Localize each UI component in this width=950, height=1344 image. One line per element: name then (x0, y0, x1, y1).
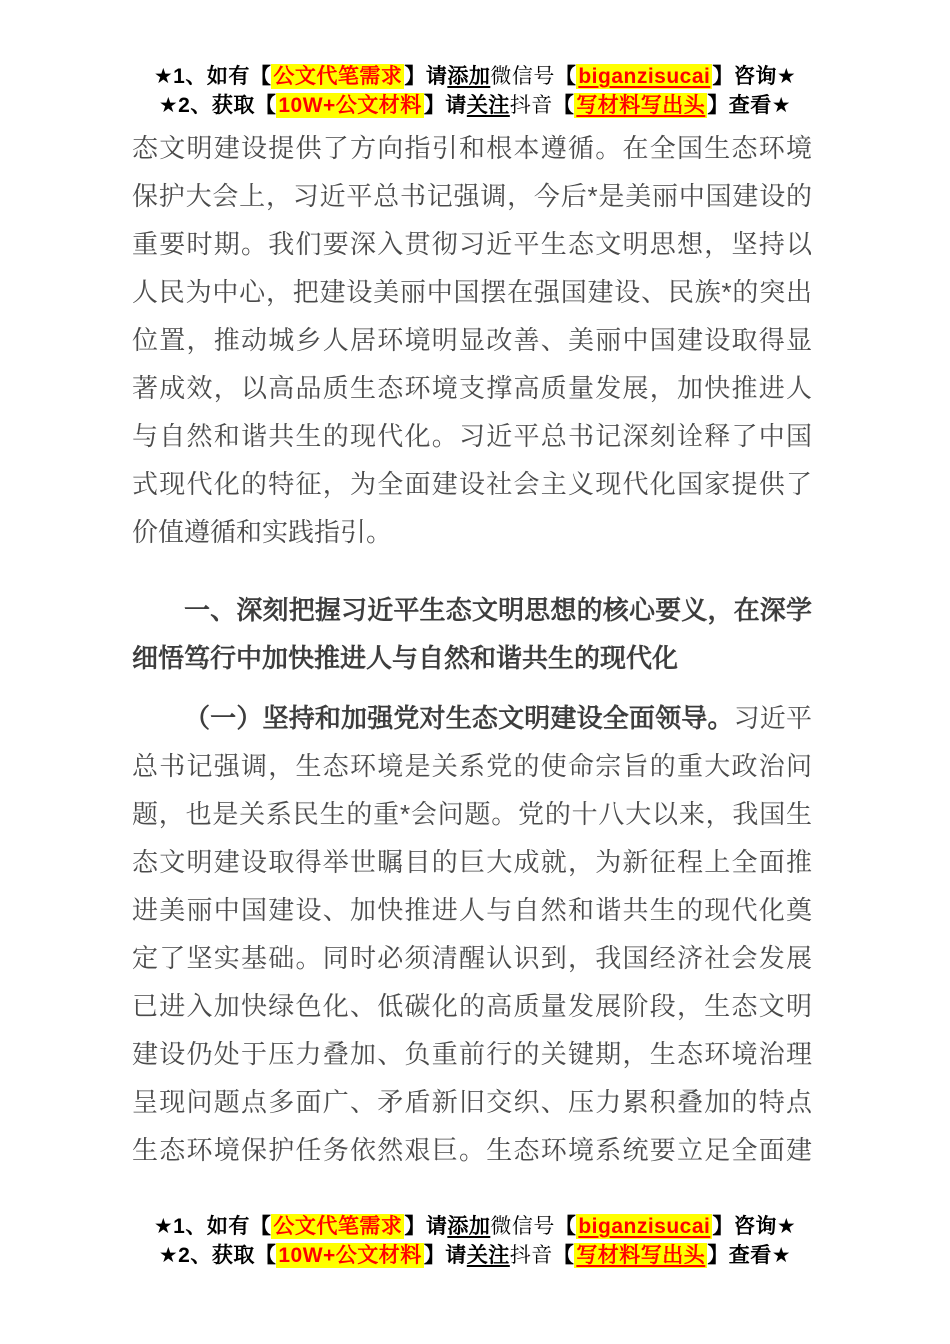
banner-underlined-text: 关注 (466, 1244, 510, 1267)
wechat-id-text: biganzisucai (578, 65, 711, 88)
banner-text: 】请 (404, 65, 448, 88)
body-line: 进美丽中国建设、加快推进人与自然和谐共生的现代化奠 (132, 895, 812, 925)
banner-highlight-text: 公文代笔需求 (273, 65, 403, 88)
banner-text: 】咨询★ (712, 1215, 797, 1238)
banner-text: ★2、获取【 (158, 1244, 277, 1267)
banner-highlight-text: 公文代笔需求 (273, 1215, 403, 1238)
banner-text: 抖音 (509, 1244, 553, 1267)
body-line: 价值遵循和实践指引。 (132, 517, 393, 547)
banner-text: 【 (554, 65, 577, 88)
banner-text: 【 (552, 1244, 575, 1267)
body-line: 已进入加快绿色化、低碳化的高质量发展阶段，生态文明 (132, 991, 812, 1021)
footer-banner-line-1 (0, 1212, 950, 1241)
banner-text: 】请 (423, 94, 467, 117)
footer-banner-line-2 (0, 1241, 950, 1270)
banner-text: ★1、如有【 (153, 1215, 272, 1238)
banner-highlight-text: 10W+公文材料 (278, 1244, 422, 1267)
banner-text: 】请 (423, 1244, 467, 1267)
header-banner-line-2 (0, 91, 950, 120)
banner-underlined-text: 添加 (447, 65, 491, 88)
footer-banner (0, 1212, 950, 1270)
body-line: 总书记强调，生态环境是关系党的使命宗旨的重大政治问 (132, 751, 812, 781)
paragraph-1 (132, 124, 812, 556)
body-line: 保护大会上，习近平总书记强调，今后*是美丽中国建设的 (132, 181, 812, 211)
banner-text: ★1、如有【 (153, 65, 272, 88)
heading-line: 细悟笃行中加快推进人与自然和谐共生的现代化 (132, 643, 679, 673)
subheading-bold-lead: （一）坚持和加强党对生态文明建设全面领导。 (184, 703, 734, 733)
body-line: 位置，推动城乡人居环境明显改善、美丽中国建设取得显 (132, 325, 812, 355)
body-line: 态文明建设提供了方向指引和根本遵循。在全国生态环境 (132, 133, 812, 163)
body-line: 重要时期。我们要深入贯彻习近平生态文明思想，坚持以 (132, 229, 812, 259)
body-line: 生态环境保护任务依然艰巨。生态环境系统要立足全面建 (132, 1135, 812, 1165)
body-line: 人民为中心，把建设美丽中国摆在强国建设、民族*的突出 (132, 277, 812, 307)
banner-text: 】查看★ (707, 1244, 792, 1267)
banner-text: 】查看★ (707, 94, 792, 117)
douyin-id-text: 写材料写出头 (576, 94, 706, 117)
banner-text: 微信号 (490, 65, 555, 88)
paragraph-2 (132, 694, 812, 1174)
body-line (132, 694, 812, 742)
body-line: 态文明建设取得举世瞩目的巨大成就，为新征程上全面推 (132, 847, 812, 877)
body-line: 定了坚实基础。同时必须清醒认识到，我国经济社会发展 (132, 943, 812, 973)
banner-text: 抖音 (509, 94, 553, 117)
banner-underlined-text: 关注 (466, 94, 510, 117)
banner-underlined-text: 添加 (447, 1215, 491, 1238)
header-banner-line-1 (0, 62, 950, 91)
banner-highlight-text: 10W+公文材料 (278, 94, 422, 117)
douyin-id-text: 写材料写出头 (576, 1244, 706, 1267)
body-line: 与自然和谐共生的现代化。习近平总书记深刻诠释了中国 (132, 421, 812, 451)
body-line: 呈现问题点多面广、矛盾新旧交织、压力累积叠加的特点 (132, 1087, 812, 1117)
body-line: 题，也是关系民生的重*会问题。党的十八大以来，我国生 (132, 799, 812, 829)
header-banner (0, 62, 950, 120)
wechat-id-text: biganzisucai (578, 1215, 711, 1238)
heading-line: 一、深刻把握习近平生态文明思想的核心要义，在深学 (184, 595, 812, 625)
banner-text: 】请 (404, 1215, 448, 1238)
banner-text: 【 (554, 1215, 577, 1238)
document-body (132, 124, 812, 1174)
section-heading-1 (132, 586, 812, 682)
banner-text: ★2、获取【 (158, 94, 277, 117)
body-text: 习近平 (733, 703, 812, 733)
banner-text: 微信号 (490, 1215, 555, 1238)
body-line: 建设仍处于压力叠加、负重前行的关键期，生态环境治理 (132, 1039, 812, 1069)
body-line: 著成效，以高品质生态环境支撑高质量发展，加快推进人 (132, 373, 812, 403)
body-line: 式现代化的特征，为全面建设社会主义现代化国家提供了 (132, 469, 812, 499)
banner-text: 】咨询★ (712, 65, 797, 88)
banner-text: 【 (552, 94, 575, 117)
